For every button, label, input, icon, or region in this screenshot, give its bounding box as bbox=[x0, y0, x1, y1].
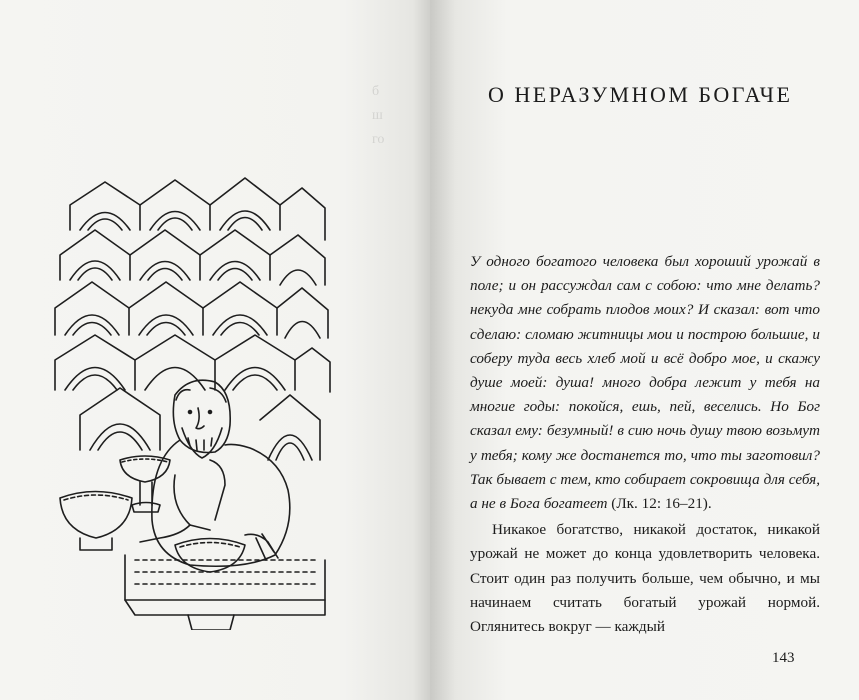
rich-fool-illustration bbox=[40, 160, 340, 630]
show-through-text: б ш го bbox=[372, 84, 385, 147]
page-number: 143 bbox=[772, 650, 795, 666]
quote-reference: (Лк. 12: 16–21). bbox=[611, 495, 712, 513]
body-paragraph: Никакое богатство, никакой достаток, никакой урожай не может до конца удовлетворить человека. Стоит один раз получить больше, чем обычно, и мы начинаем считать богатый урожай нормой. Оглянитесь вокруг — каждый bbox=[470, 521, 820, 636]
scripture-quote bbox=[470, 250, 820, 516]
chapter-title: О НЕРАЗУМНОМ БОГАЧЕ bbox=[488, 82, 793, 107]
text-block bbox=[470, 250, 820, 639]
quote-text: У одного богатого человека был хороший урожай в поле; и он рассуждал сам с собою: что мне делать? некуда мне собрать плодов моих? И сказал: вот что сделаю: сломаю житницы мои и построю большие, и соберу туда весь хлеб мой и всё добро мое, и скажу душе моей: душа! много добра лежит у тебя на многие годы: покойся, ешь, пей, веселись. Но Бог сказал ему: безумный! в сию ночь душу твою возьмут у тебя; кому же достанется то, что ты заготовил? Так бывает с тем, кто собирает сокровища для себя, а не в Бога богатеет bbox=[470, 253, 820, 513]
